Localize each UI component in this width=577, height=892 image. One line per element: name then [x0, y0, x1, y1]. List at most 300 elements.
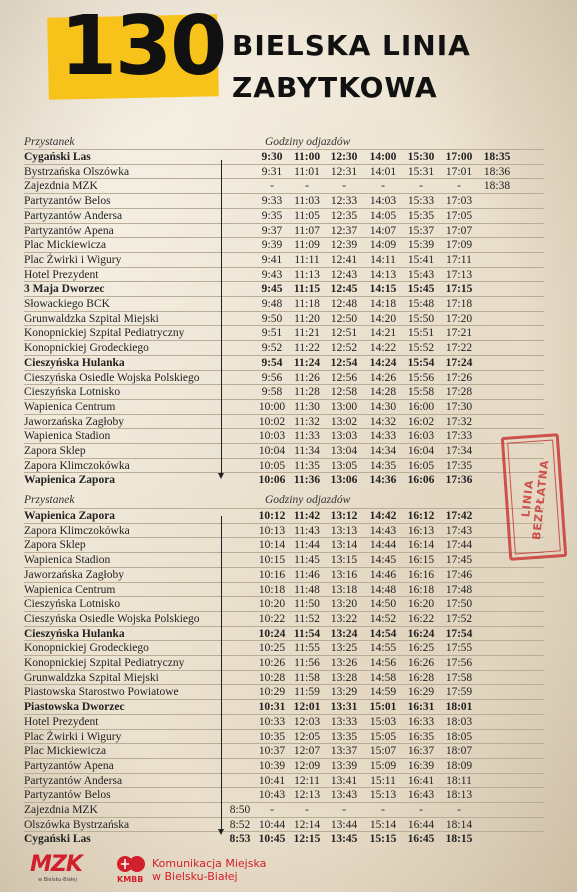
departure-time: 9:54 — [261, 356, 283, 369]
company-name-line-2: w Bielsku-Białej — [152, 870, 238, 883]
stop-name: 3 Maja Dworzec — [24, 283, 105, 296]
departure-time: 11:20 — [294, 312, 320, 325]
departure-time: 10:41 — [258, 774, 286, 787]
departure-time: 9:37 — [261, 224, 283, 237]
departure-time: 10:15 — [258, 554, 286, 567]
departure-time: 11:15 — [293, 283, 321, 296]
departure-time: 12:45 — [330, 283, 358, 296]
departure-time: 12:13 — [293, 789, 321, 802]
departure-time: 9:50 — [261, 312, 283, 325]
departure-time: 9:39 — [261, 239, 283, 252]
stop-name: Partyzantów Andersa — [24, 209, 123, 222]
departure-time: 10:44 — [258, 818, 286, 831]
departure-time: - — [305, 180, 309, 193]
departure-time: 14:32 — [369, 415, 397, 428]
departure-time: 14:34 — [369, 445, 397, 457]
stop-name: Wapienica Stadion — [24, 554, 111, 567]
departure-time: 13:44 — [330, 818, 358, 831]
departure-time: 11:58 — [294, 671, 320, 684]
departure-time: 9:41 — [261, 253, 283, 266]
table-row — [0, 832, 577, 847]
departure-time: 13:28 — [330, 671, 358, 684]
departure-time: 15:30 — [407, 151, 435, 163]
stop-name: Partyzantów Belos — [24, 195, 111, 208]
stop-name: Bystrzańska Olszówka — [24, 165, 130, 178]
departure-time: 16:04 — [407, 445, 435, 457]
departure-time: 16:41 — [407, 774, 435, 787]
departure-time: 15:14 — [369, 818, 397, 831]
departure-time: 13:24 — [330, 627, 358, 640]
departure-time: 15:03 — [369, 715, 397, 728]
departure-time: 10:05 — [258, 459, 286, 472]
departure-time: 10:00 — [258, 400, 286, 413]
departure-time: 11:13 — [294, 268, 320, 281]
departure-time: 14:18 — [369, 298, 397, 310]
departure-time: 15:48 — [407, 298, 435, 310]
departure-time: 11:11 — [294, 253, 320, 266]
departure-time: 11:56 — [294, 657, 320, 669]
stop-name: Wapienica Centrum — [24, 400, 116, 413]
departure-time: 17:36 — [445, 474, 473, 487]
stop-name: Zapora Sklep — [24, 539, 86, 552]
departure-time: 14:13 — [369, 268, 397, 281]
departure-time: 10:37 — [258, 745, 286, 758]
departure-time: 17:58 — [445, 671, 473, 684]
departure-time: 11:52 — [294, 612, 320, 625]
stop-name: Cygański Las — [24, 151, 91, 163]
departure-time: 13:25 — [330, 642, 358, 655]
departure-time: 11:45 — [294, 554, 320, 567]
departure-time: 17:24 — [445, 356, 473, 369]
departure-time: 13:12 — [330, 510, 358, 522]
departure-time: 13:37 — [330, 745, 358, 758]
departure-time: 13:06 — [330, 474, 358, 487]
departure-time: 11:28 — [294, 386, 320, 399]
departure-time: 13:16 — [330, 568, 358, 581]
departure-time: 15:33 — [407, 195, 435, 208]
departure-time: - — [381, 804, 385, 816]
departure-time: 12:05 — [293, 730, 321, 743]
route-number: 130 — [60, 0, 226, 94]
departure-time: 17:35 — [445, 459, 473, 472]
departure-time: 14:42 — [369, 510, 397, 522]
stop-name: Partyzantów Belos — [24, 789, 111, 802]
departure-time: 11:01 — [294, 165, 320, 178]
departure-time: 15:37 — [407, 224, 435, 237]
departure-time: 17:28 — [445, 386, 473, 399]
departure-time: 9:33 — [261, 195, 283, 208]
departure-time: 13:26 — [330, 657, 358, 669]
departure-time: - — [270, 804, 274, 816]
departure-time: 10:06 — [258, 474, 286, 487]
departure-time: 14:43 — [369, 524, 397, 537]
departure-time: 10:24 — [258, 627, 286, 640]
departure-time: 16:18 — [407, 583, 435, 596]
stop-name: Olszówka Bystrzańska — [24, 818, 130, 831]
stop-name: Wapienica Zapora — [24, 474, 116, 487]
departure-time: 16:16 — [407, 568, 435, 581]
departure-time: 12:56 — [330, 371, 358, 384]
kmbb-label: KMBB — [117, 875, 144, 884]
departure-time: 11:03 — [294, 195, 320, 208]
times-column-header: Godziny odjazdów — [265, 136, 351, 148]
departure-time: 10:39 — [258, 759, 286, 772]
departure-time: 17:54 — [445, 627, 473, 640]
departure-time: 14:22 — [369, 342, 397, 355]
departure-time: 12:54 — [330, 356, 358, 369]
departure-time: 10:31 — [258, 701, 286, 714]
departure-time: 16:22 — [407, 612, 435, 625]
departure-time: 17:21 — [445, 327, 473, 340]
departure-time: 17:09 — [445, 239, 473, 252]
free-line-stamp — [501, 433, 568, 561]
stop-name: Konopnickiej Szpital Pediatryczny — [24, 327, 185, 340]
departure-time: 14:26 — [369, 371, 397, 384]
departure-time: 9:51 — [261, 327, 283, 340]
departure-time: 13:05 — [330, 459, 358, 472]
departure-time: - — [381, 180, 385, 193]
departure-time: 13:03 — [330, 430, 358, 443]
departure-time: 17:46 — [445, 568, 473, 581]
stop-name: Wapienica Stadion — [24, 430, 111, 443]
departure-time: 11:09 — [294, 239, 320, 252]
departure-time: 12:14 — [293, 818, 321, 831]
departure-time: 16:31 — [407, 701, 435, 714]
departure-time: 15:13 — [369, 789, 397, 802]
departure-time: 11:43 — [294, 524, 320, 537]
departure-time: 14:50 — [369, 598, 397, 611]
company-name-line-1: Komunikacja Miejska — [152, 857, 267, 870]
departure-time: 13:22 — [330, 612, 358, 625]
departure-time: 11:36 — [293, 474, 321, 487]
departure-time: 16:25 — [407, 642, 435, 655]
departure-time: 14:07 — [369, 224, 397, 237]
departure-time: 18:35 — [483, 151, 511, 163]
departure-time: 14:36 — [369, 474, 397, 487]
stop-column-header: Przystanek — [24, 494, 75, 506]
departure-time: 15:52 — [407, 342, 435, 355]
stop-name: Plac Mickiewicza — [24, 745, 107, 758]
departure-time: 14:21 — [369, 327, 397, 340]
departure-time: 17:45 — [445, 554, 473, 567]
departure-time: 13:02 — [330, 415, 358, 428]
departure-time: 13:31 — [330, 701, 358, 714]
departure-time: 17:03 — [445, 195, 473, 208]
departure-time: 10:14 — [258, 539, 286, 552]
departure-time: 15:43 — [407, 268, 435, 281]
departure-time: 16:33 — [407, 715, 435, 728]
departure-time: 12:39 — [330, 239, 358, 252]
stop-name: Jaworzańska Zagłoby — [24, 568, 124, 581]
departure-time: 14:56 — [369, 657, 397, 669]
stop-name: Konopnickiej Grodeckiego — [24, 642, 149, 655]
departure-time: 14:54 — [369, 627, 397, 640]
departure-time: 12:51 — [330, 327, 358, 340]
stop-name: Grunwaldzka Szpital Miejski — [24, 312, 159, 325]
departure-time: - — [419, 180, 423, 193]
departure-time: 17:43 — [445, 524, 473, 537]
departure-time: 11:32 — [294, 415, 320, 428]
stop-name: Plac Żwirki i Wigury — [24, 730, 122, 743]
departure-time: 15:01 — [369, 701, 397, 714]
departure-time: - — [419, 804, 423, 816]
stop-name: Partyzantów Apena — [24, 759, 114, 772]
departure-time: 9:35 — [261, 209, 283, 222]
departure-time: 12:11 — [294, 774, 320, 787]
departure-time: 10:29 — [258, 686, 286, 699]
departure-time: 12:43 — [330, 268, 358, 281]
departure-time: - — [457, 180, 461, 193]
departure-time: 15:05 — [369, 730, 397, 743]
departure-time: 18:05 — [445, 730, 473, 743]
departure-time: 10:16 — [258, 568, 286, 581]
company-name — [152, 857, 266, 883]
departure-time: 15:35 — [407, 209, 435, 222]
departure-time: 16:00 — [407, 400, 435, 413]
table-row — [0, 473, 577, 488]
departure-time: 13:39 — [330, 759, 358, 772]
departure-time: 17:44 — [445, 539, 473, 552]
departure-time: 16:39 — [407, 759, 435, 772]
departure-time: 15:51 — [407, 327, 435, 340]
departure-time: 18:14 — [445, 818, 473, 831]
departure-time: 16:24 — [407, 627, 435, 640]
departure-time: 11:18 — [294, 298, 320, 310]
departure-time: 11:55 — [294, 642, 320, 655]
departure-time: 14:45 — [369, 554, 397, 567]
stop-name: Zapora Klimczokówka — [24, 524, 130, 537]
stamp-text: LINIA BEZPŁATNA — [519, 458, 552, 541]
departure-time: 14:33 — [369, 430, 397, 443]
departure-time: 8:50 — [229, 804, 251, 816]
departure-time: 10:12 — [258, 510, 286, 522]
departure-time: 13:29 — [330, 686, 358, 699]
departure-time: 9:45 — [261, 283, 283, 296]
departure-time: 15:39 — [407, 239, 435, 252]
departure-time: 12:50 — [330, 312, 358, 325]
stop-name: Konopnickiej Grodeckiego — [24, 342, 149, 355]
departure-time: 15:15 — [369, 833, 397, 846]
departure-time: 14:24 — [369, 356, 397, 369]
departure-time: 11:44 — [294, 539, 320, 552]
departure-time: 10:45 — [258, 833, 286, 846]
stop-name: Cieszyńska Osiedle Wojska Polskiego — [24, 371, 200, 384]
departure-time: 14:00 — [369, 151, 397, 163]
mzk-logo-subtitle: w Bielsku-Białej — [38, 877, 77, 883]
stop-name: Cieszyńska Lotnisko — [24, 386, 121, 399]
stop-name: Zajezdnia MZK — [24, 180, 98, 193]
departure-time: 14:11 — [370, 253, 396, 266]
departure-time: 15:07 — [369, 745, 397, 758]
departure-time: 13:14 — [330, 539, 358, 552]
departure-time: 13:15 — [330, 554, 358, 567]
departure-time: 10:02 — [258, 415, 286, 428]
departure-time: 15:56 — [407, 371, 435, 384]
departure-time: 17:00 — [445, 151, 473, 163]
stop-name: Partyzantów Apena — [24, 224, 114, 237]
departure-time: 11:00 — [293, 151, 321, 163]
departure-time: 14:15 — [369, 283, 397, 296]
departure-time: 16:35 — [407, 730, 435, 743]
mzk-logo: MZK — [30, 852, 82, 877]
departure-time: 14:30 — [369, 400, 397, 413]
departure-time: - — [305, 804, 309, 816]
departure-time: 11:05 — [294, 209, 320, 222]
departure-time: 15:41 — [407, 253, 435, 266]
departure-time: 9:31 — [261, 165, 283, 178]
departure-time: 11:26 — [294, 371, 320, 384]
departure-time: 11:24 — [293, 356, 321, 369]
departure-time: 18:13 — [445, 789, 473, 802]
departure-time: 17:33 — [445, 430, 473, 443]
departure-time: 11:59 — [294, 686, 320, 699]
stop-name: Zapora Sklep — [24, 445, 86, 457]
departure-time: 10:33 — [258, 715, 286, 728]
departure-time: 14:05 — [369, 209, 397, 222]
departure-time: 17:52 — [445, 612, 473, 625]
departure-time: 8:52 — [229, 818, 251, 831]
departure-time: 11:42 — [293, 510, 321, 522]
departure-time: 10:22 — [258, 612, 286, 625]
departure-time: 11:35 — [294, 459, 320, 472]
departure-time: 9:56 — [261, 371, 283, 384]
departure-time: 14:55 — [369, 642, 397, 655]
departure-time: - — [342, 804, 346, 816]
departure-time: 17:50 — [445, 598, 473, 611]
departure-time: 16:29 — [407, 686, 435, 699]
stop-name: Plac Mickiewicza — [24, 239, 107, 252]
departure-time: 10:43 — [258, 789, 286, 802]
departure-time: 16:28 — [407, 671, 435, 684]
departure-time: 10:20 — [258, 598, 286, 611]
departure-time: 18:38 — [483, 180, 511, 193]
stop-name: Jaworzańska Zagłoby — [24, 415, 124, 428]
departure-time: 12:30 — [330, 151, 358, 163]
departure-time: 12:07 — [293, 745, 321, 758]
departure-time: 14:28 — [369, 386, 397, 399]
departure-time: 10:13 — [258, 524, 286, 537]
departure-time: 14:52 — [369, 612, 397, 625]
departure-time: 12:31 — [330, 165, 358, 178]
departure-time: 11:50 — [294, 598, 320, 611]
direction-arrow — [221, 160, 222, 475]
departure-time: - — [342, 180, 346, 193]
departure-time: 14:35 — [369, 459, 397, 472]
departure-time: 13:20 — [330, 598, 358, 611]
departure-time: 13:43 — [330, 789, 358, 802]
departure-time: 11:33 — [294, 430, 320, 443]
stop-name: Cieszyńska Hulanka — [24, 356, 125, 369]
departure-time: 17:55 — [445, 642, 473, 655]
departure-time: 15:50 — [407, 312, 435, 325]
departure-time: 14:58 — [369, 671, 397, 684]
departure-time: 16:02 — [407, 415, 435, 428]
title-line-2: ZABYTKOWA — [232, 71, 438, 104]
stop-name: Piastowska Dworzec — [24, 701, 125, 714]
departure-time: 11:22 — [294, 342, 320, 355]
departure-time: 9:30 — [261, 151, 283, 163]
departure-time: 14:09 — [369, 239, 397, 252]
departure-time: 11:46 — [294, 568, 320, 581]
departure-time: 9:48 — [261, 298, 283, 310]
departure-time: 16:13 — [407, 524, 435, 537]
departure-time: 14:46 — [369, 568, 397, 581]
departure-time: - — [457, 804, 461, 816]
departure-time: 10:18 — [258, 583, 286, 596]
departure-time: 15:11 — [370, 774, 396, 787]
title-line-1: BIELSKA LINIA — [232, 29, 471, 62]
stop-name: Zajezdnia MZK — [24, 804, 98, 816]
departure-time: 10:25 — [258, 642, 286, 655]
departure-time: 17:26 — [445, 371, 473, 384]
kmbb-logo-icon — [115, 853, 147, 875]
departure-time: 10:35 — [258, 730, 286, 743]
stop-name: Cieszyńska Hulanka — [24, 627, 125, 640]
stop-name: Plac Żwirki i Wigury — [24, 253, 122, 266]
departure-time: 16:44 — [407, 818, 435, 831]
stop-name: Wapienica Centrum — [24, 583, 116, 596]
stop-column-header: Przystanek — [24, 136, 75, 148]
departure-time: 11:07 — [294, 224, 320, 237]
departure-time: 13:04 — [330, 445, 358, 457]
departure-time: 13:18 — [330, 583, 358, 596]
stop-name: Słowackiego BCK — [24, 298, 110, 310]
departure-time: 17:11 — [446, 253, 472, 266]
departure-time: 16:06 — [407, 474, 435, 487]
stop-name: Piastowska Starostwo Powiatowe — [24, 686, 179, 699]
departure-time: 17:32 — [445, 415, 473, 428]
departure-time: 12:09 — [293, 759, 321, 772]
departure-time: 11:48 — [294, 583, 320, 596]
departure-time: 9:52 — [261, 342, 283, 355]
departure-time: - — [270, 180, 274, 193]
departure-time: 15:54 — [407, 356, 435, 369]
departure-time: 11:21 — [294, 327, 320, 340]
times-column-header: Godziny odjazdów — [265, 494, 351, 506]
departure-time: 10:03 — [258, 430, 286, 443]
stop-name: Hotel Prezydent — [24, 715, 99, 728]
departure-time: 16:37 — [407, 745, 435, 758]
direction-arrow — [221, 516, 222, 831]
departure-time: 17:48 — [445, 583, 473, 596]
departure-time: 15:09 — [369, 759, 397, 772]
departure-time: 12:48 — [330, 298, 358, 310]
departure-time: 18:01 — [445, 701, 473, 714]
departure-time: 12:15 — [293, 833, 321, 846]
departure-time: 18:36 — [483, 165, 511, 178]
stop-name: Cieszyńska Lotnisko — [24, 598, 121, 611]
departure-time: 11:54 — [293, 627, 321, 640]
departure-time: 18:15 — [445, 833, 473, 846]
departure-time: 15:45 — [407, 283, 435, 296]
departure-time: 14:01 — [369, 165, 397, 178]
departure-time: 14:48 — [369, 583, 397, 596]
departure-time: 14:03 — [369, 195, 397, 208]
departure-time: 17:07 — [445, 224, 473, 237]
stop-name: Wapienica Zapora — [24, 510, 116, 522]
stop-name: Hotel Prezydent — [24, 268, 99, 281]
departure-time: 17:05 — [445, 209, 473, 222]
stop-name: Partyzantów Andersa — [24, 774, 123, 787]
departure-time: 17:56 — [445, 657, 473, 669]
departure-time: 17:34 — [445, 445, 473, 457]
stop-name: Grunwaldzka Szpital Miejski — [24, 671, 159, 684]
departure-time: 18:07 — [445, 745, 473, 758]
departure-time: 13:35 — [330, 730, 358, 743]
departure-time: 17:42 — [445, 510, 473, 522]
departure-time: 13:45 — [330, 833, 358, 846]
departure-time: 12:58 — [330, 386, 358, 399]
